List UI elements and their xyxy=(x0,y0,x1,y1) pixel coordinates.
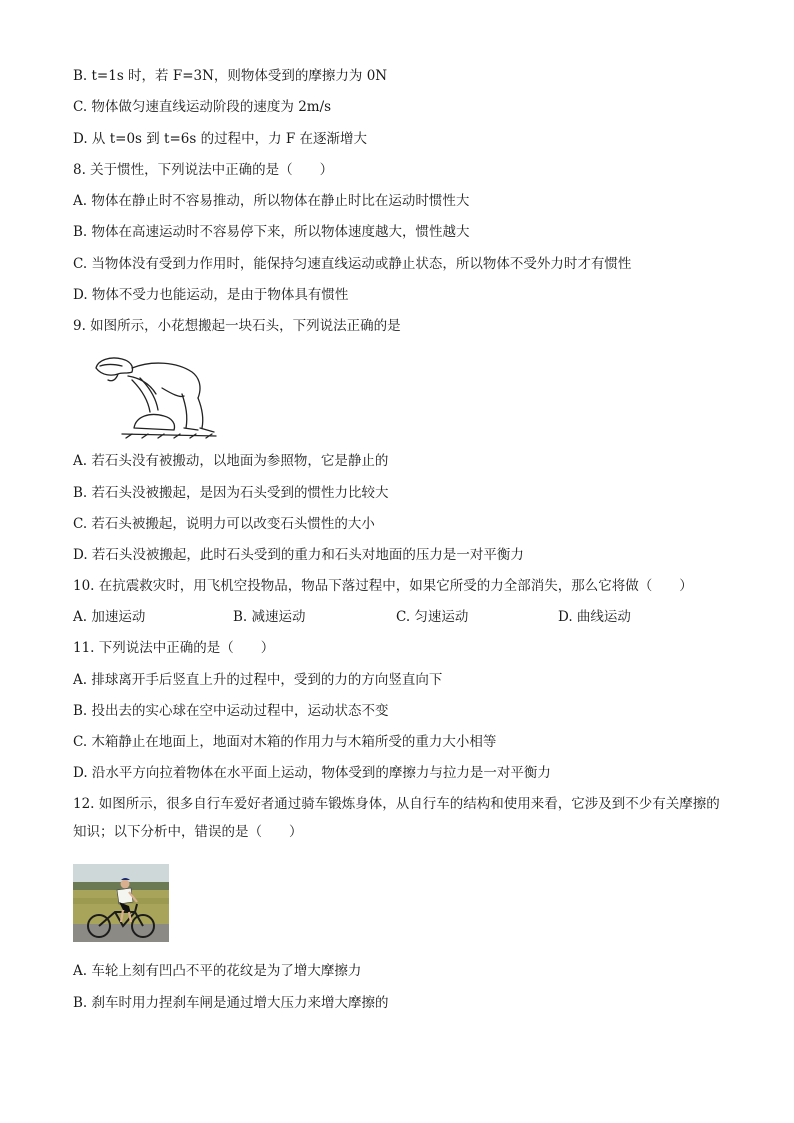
girl-lifting-stone-figure xyxy=(92,354,217,440)
q12-stem: 12. 如图所示，很多自行车爱好者通过骑车锻炼身体，从自行车的结构和使用来看，它涉及到不少有关摩擦的知识；以下分析中，错误的是（ ） xyxy=(73,796,720,840)
q9-option-a: A. 若石头没有被搬动，以地面为参照物，它是静止的 xyxy=(73,453,389,469)
q9-option-b: B. 若石头没被搬起，是因为石头受到的惯性力比较大 xyxy=(73,485,389,501)
q10-option-a: A. 加速运动 xyxy=(73,609,146,625)
cyclist-photo xyxy=(73,864,169,942)
q9-option-d: D. 若石头没被搬起，此时石头受到的重力和石头对地面的压力是一对平衡力 xyxy=(73,547,524,563)
q8-stem: 8. 关于惯性，下列说法中正确的是（ ） xyxy=(73,162,334,178)
q10-option-c: C. 匀速运动 xyxy=(396,609,469,625)
q7-option-c: C. 物体做匀速直线运动阶段的速度为 2m/s xyxy=(73,99,332,115)
q10-option-b: B. 减速运动 xyxy=(233,609,306,625)
q11-option-d: D. 沿水平方向拉着物体在水平面上运动，物体受到的摩擦力与拉力是一对平衡力 xyxy=(73,765,551,781)
q11-stem: 11. 下列说法中正确的是（ ） xyxy=(73,640,275,656)
q10-option-d: D. 曲线运动 xyxy=(558,609,631,625)
q9-stem: 9. 如图所示，小花想搬起一块石头，下列说法正确的是 xyxy=(73,318,401,334)
q9-option-c: C. 若石头被搬起，说明力可以改变石头惯性的大小 xyxy=(73,516,375,532)
q8-option-b: B. 物体在高速运动时不容易停下来，所以物体速度越大，惯性越大 xyxy=(73,224,470,240)
q7-option-d: D. 从 t=0s 到 t=6s 的过程中，力 F 在逐渐增大 xyxy=(73,131,368,147)
q8-option-c: C. 当物体没有受到力作用时，能保持匀速直线运动或静止状态，所以物体不受外力时才有惯性 xyxy=(73,256,632,272)
q11-option-a: A. 排球离开手后竖直上升的过程中，受到的力的方向竖直向下 xyxy=(73,672,443,688)
q11-option-b: B. 投出去的实心球在空中运动过程中，运动状态不变 xyxy=(73,703,389,719)
q12-option-a: A. 车轮上刻有凹凸不平的花纹是为了增大摩擦力 xyxy=(73,963,362,979)
q8-option-a: A. 物体在静止时不容易推动，所以物体在静止时比在运动时惯性大 xyxy=(73,193,470,209)
q12-option-b: B. 刹车时用力捏刹车闸是通过增大压力来增大摩擦的 xyxy=(73,995,389,1011)
q10-stem: 10. 在抗震救灾时，用飞机空投物品，物品下落过程中，如果它所受的力全部消失，那么它将做（ ） xyxy=(73,578,693,594)
q11-option-c: C. 木箱静止在地面上，地面对木箱的作用力与木箱所受的重力大小相等 xyxy=(73,734,497,750)
q8-option-d: D. 物体不受力也能运动，是由于物体具有惯性 xyxy=(73,287,349,303)
q7-option-b: B. t=1s 时，若 F=3N，则物体受到的摩擦力为 0N xyxy=(73,68,388,84)
